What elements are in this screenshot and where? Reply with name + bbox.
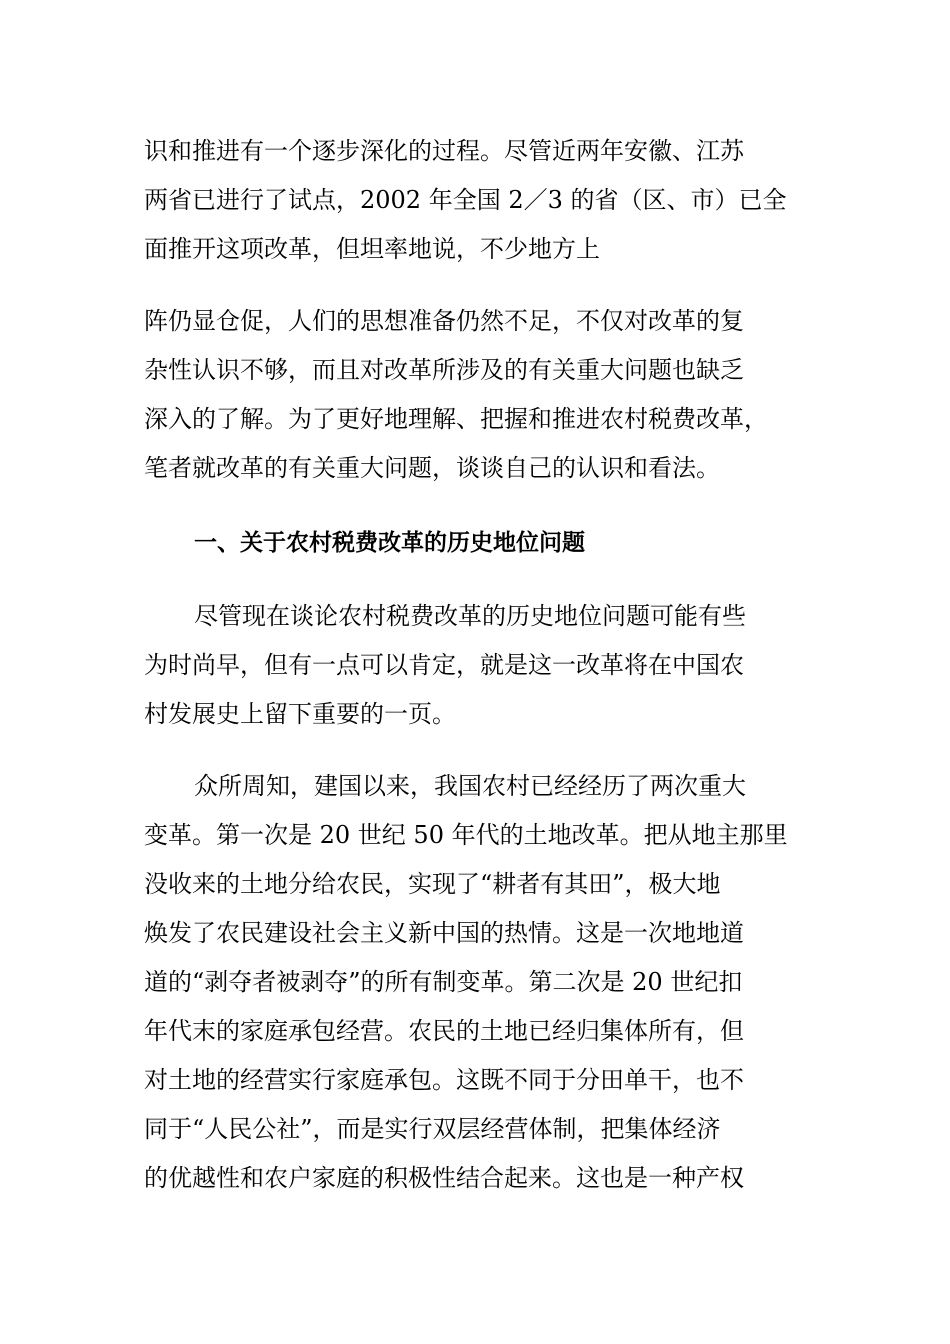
text-line: 笔者就改革的有关重大问题，谈谈自己的认识和看法。 — [144, 454, 720, 482]
paragraph-two-reforms — [144, 762, 814, 1203]
text-line: 没收来的土地分给农民，实现了“耕者有其田”，极大地 — [144, 870, 721, 898]
text-line: 面推开这项改革，但坦率地说，不少地方上 — [144, 235, 600, 263]
section-heading-text: 一、关于农村税费改革的历史地位问题 — [194, 530, 585, 556]
text-line: 村发展史上留下重要的一页。 — [144, 700, 456, 728]
text-line: 深入的了解。为了更好地理解、把握和推进农村税费改革， — [144, 405, 768, 433]
paragraph-intro-continued — [144, 127, 814, 274]
text-line: 年代末的家庭承包经营。农民的土地已经归集体所有，但 — [144, 1017, 744, 1045]
text-line: 焕发了农民建设社会主义新中国的热情。这是一次地地道 — [144, 919, 744, 947]
text-line: 变革。第一次是 20 世纪 50 年代的土地改革。把从地主那里 — [144, 821, 788, 849]
section-heading — [144, 519, 814, 568]
text-line: 道的“剥夺者被剥夺”的所有制变革。第二次是 20 世纪扣 — [144, 968, 743, 996]
paragraph-historical-status — [144, 592, 814, 739]
text-line: 为时尚早，但有一点可以肯定，就是这一改革将在中国农 — [144, 651, 744, 679]
text-line: 对土地的经营实行家庭承包。这既不同于分田单干，也不 — [144, 1066, 744, 1094]
text-line: 尽管现在谈论农村税费改革的历史地位问题可能有些 — [194, 602, 746, 630]
paragraph-preparation — [144, 297, 814, 493]
text-line: 同于“人民公社”，而是实行双层经营体制，把集体经济 — [144, 1115, 721, 1143]
text-line: 的优越性和农户家庭的积极性结合起来。这也是一种产权 — [144, 1164, 744, 1192]
text-line: 众所周知，建国以来，我国农村已经经历了两次重大 — [194, 772, 746, 800]
text-line: 两省已进行了试点，2002 年全国 2／3 的省（区、市）已全 — [144, 186, 787, 214]
text-line: 阵仍显仓促，人们的思想准备仍然不足，不仅对改革的复 — [144, 307, 744, 335]
text-line: 识和推进有一个逐步深化的过程。尽管近两年安徽、江苏 — [144, 137, 744, 165]
text-line: 杂性认识不够，而且对改革所涉及的有关重大问题也缺乏 — [144, 356, 744, 384]
